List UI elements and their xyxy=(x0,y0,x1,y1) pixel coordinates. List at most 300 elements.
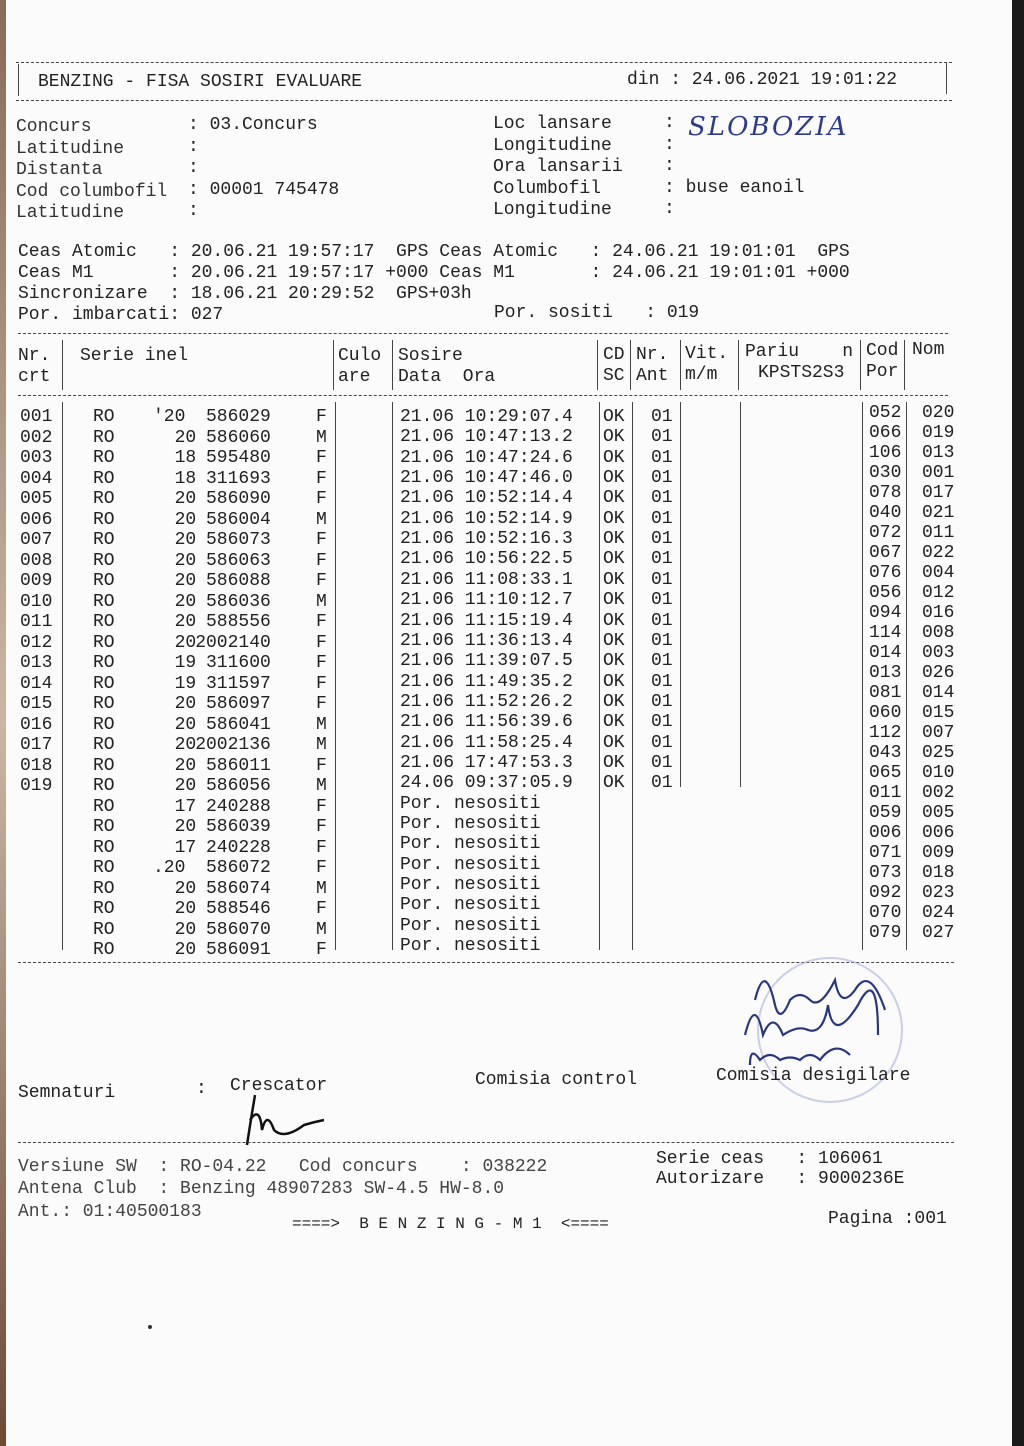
cod-por: 106 xyxy=(869,443,902,463)
cd-sc: OK xyxy=(603,752,625,773)
sex: M xyxy=(316,509,327,530)
sex: F xyxy=(316,673,327,694)
header-sc: SC xyxy=(603,366,625,386)
clock-line: Ceas M1 : 20.06.21 19:57:17 +000 Ceas M1 : 24.06.21 19:01:01 +000 xyxy=(18,263,850,283)
info-label: Concurs xyxy=(16,117,92,137)
sex: F xyxy=(316,407,327,427)
ring-country: RO xyxy=(93,448,115,468)
sex: M xyxy=(316,878,327,899)
column-divider xyxy=(740,402,741,787)
clock-line: Sincronizare : 18.06.21 20:29:52 GPS+03h xyxy=(18,284,472,304)
cod-por: 056 xyxy=(869,583,902,603)
row-nr: 015 xyxy=(20,694,53,714)
ring-country: RO xyxy=(93,489,115,509)
cd-sc: OK xyxy=(603,447,625,468)
info-label: Loc lansare xyxy=(493,114,612,134)
ring-number: 586090 xyxy=(206,489,271,509)
ring-country: RO xyxy=(93,714,115,735)
scan-edge-right xyxy=(1012,0,1024,1446)
ring-year: 20 xyxy=(174,591,197,612)
loc-lansare-handwritten: SLOBOZIA xyxy=(688,112,849,142)
column-divider xyxy=(860,340,861,390)
ring-year: 20 xyxy=(174,612,197,632)
antenna-nr: 01 xyxy=(651,671,673,692)
cd-sc: OK xyxy=(603,773,625,794)
arrival-time: Por. nesositi xyxy=(400,814,541,834)
nom: 005 xyxy=(922,803,955,823)
column-divider xyxy=(597,340,598,390)
arrival-time: Por. nesositi xyxy=(400,936,541,957)
row-nr: 012 xyxy=(20,632,53,653)
cod-por: 112 xyxy=(869,723,902,743)
ring-number: 586072 xyxy=(206,858,271,878)
ring-country: RO xyxy=(93,632,115,653)
ring-country: RO xyxy=(93,940,115,960)
row-nr: 010 xyxy=(20,591,53,612)
column-divider xyxy=(632,402,633,950)
semnaturi-colon: : xyxy=(196,1079,207,1099)
ring-number: 586060 xyxy=(206,427,271,448)
crescator-signature-icon xyxy=(235,1090,335,1150)
cod-por: 114 xyxy=(869,623,902,643)
arrival-time: 21.06 10:56:22.5 xyxy=(400,549,573,570)
nom: 003 xyxy=(922,643,955,663)
ring-country: RO xyxy=(93,509,115,530)
ring-number: 586063 xyxy=(206,550,271,571)
sex: F xyxy=(316,448,327,468)
ring-country: RO xyxy=(93,468,115,489)
info-label: Longitudine xyxy=(493,135,612,156)
ring-number: 2002136 xyxy=(195,735,271,755)
arrival-time: Por. nesositi xyxy=(400,793,541,814)
row-nr: 003 xyxy=(20,448,53,468)
header-kpsts: KPSTS2S3 xyxy=(758,363,845,383)
ring-number: 586074 xyxy=(206,878,271,899)
cod-por: 030 xyxy=(869,463,902,483)
ring-country: RO xyxy=(93,673,115,694)
divider xyxy=(18,64,19,96)
divider xyxy=(16,62,952,63)
cd-sc: OK xyxy=(603,712,625,733)
ring-year: 20 xyxy=(174,489,197,509)
nom: 025 xyxy=(922,743,955,763)
nom: 016 xyxy=(922,603,955,623)
divider xyxy=(18,333,948,334)
cod-por: 081 xyxy=(869,683,902,703)
cd-sc: OK xyxy=(603,508,625,529)
header-nr-ant: Nr. xyxy=(636,345,669,365)
versiune-sw: Versiune SW : RO-04.22 Cod concurs : 038222 xyxy=(18,1157,548,1177)
row-nr: 005 xyxy=(20,489,53,509)
header-vit: Vit. xyxy=(685,344,729,364)
cod-por: 092 xyxy=(869,883,902,903)
antenna-nr: 01 xyxy=(651,610,673,631)
ring-year: 19 xyxy=(174,653,197,673)
ring-number: 588556 xyxy=(206,612,271,632)
cod-por: 073 xyxy=(869,863,902,883)
ring-year: 20 xyxy=(174,776,197,796)
cod-por: 052 xyxy=(869,403,902,423)
info-label: Longitudine xyxy=(493,200,612,220)
nom: 018 xyxy=(922,863,955,883)
header-data-ora: Data Ora xyxy=(398,367,496,387)
column-divider xyxy=(904,340,905,390)
header-cd: CD xyxy=(603,345,625,365)
arrival-time: 21.06 10:47:13.2 xyxy=(400,427,573,448)
ring-year: '20 xyxy=(153,407,186,427)
header-mm: m/m xyxy=(685,365,718,385)
ring-country: RO xyxy=(93,776,115,796)
ring-number: 586056 xyxy=(206,776,271,796)
nom: 021 xyxy=(922,503,955,523)
column-divider xyxy=(392,402,393,950)
column-divider xyxy=(630,340,631,390)
row-nr: 001 xyxy=(20,407,53,427)
ring-year: 20 xyxy=(174,694,197,714)
cd-sc: OK xyxy=(603,610,625,631)
nom: 014 xyxy=(922,683,955,703)
arrival-time: Por. nesositi xyxy=(400,875,541,896)
cd-sc: OK xyxy=(603,630,625,651)
cod-por: 079 xyxy=(869,923,902,943)
ring-number: 586041 xyxy=(206,714,271,735)
header-culoare: Culo xyxy=(338,346,382,366)
header-por: Por xyxy=(866,362,899,382)
arrival-time: 21.06 11:39:07.5 xyxy=(400,651,573,672)
header-nom: Nom xyxy=(912,340,945,360)
report-date: din : 24.06.2021 19:01:22 xyxy=(627,70,898,90)
antenna-nr: 01 xyxy=(651,590,673,611)
cod-por: 013 xyxy=(869,663,902,683)
sex: F xyxy=(316,653,327,673)
column-divider xyxy=(680,402,681,787)
nom: 012 xyxy=(922,583,955,603)
ring-year: 20 xyxy=(174,714,197,735)
ring-number: 311693 xyxy=(206,468,271,489)
sex: M xyxy=(316,776,327,796)
ring-year: .20 xyxy=(153,858,186,878)
por-sositi: Por. sositi : 019 xyxy=(494,303,700,323)
nom: 026 xyxy=(922,663,955,683)
column-divider xyxy=(862,402,863,950)
ring-year: 20 xyxy=(174,509,197,530)
ring-year: 17 xyxy=(174,837,197,858)
nom: 010 xyxy=(922,763,955,783)
row-nr: 019 xyxy=(20,776,53,796)
nom: 006 xyxy=(922,823,955,843)
sex: F xyxy=(316,612,327,632)
ring-country: RO xyxy=(93,653,115,673)
arrival-time: 21.06 10:52:14.4 xyxy=(400,488,573,509)
sex: F xyxy=(316,940,327,960)
cd-sc: OK xyxy=(603,691,625,712)
cd-sc: OK xyxy=(603,671,625,692)
ring-year: 20 xyxy=(174,899,197,919)
column-divider xyxy=(62,340,63,390)
ring-year: 20 xyxy=(174,755,197,776)
info-label: Columbofil xyxy=(493,178,602,199)
nom: 013 xyxy=(922,443,955,463)
ring-year: 20 xyxy=(174,530,197,550)
antenna-nr: 01 xyxy=(651,569,673,590)
cd-sc: OK xyxy=(603,651,625,672)
arrival-time: Por. nesositi xyxy=(400,895,541,916)
ring-number: 586088 xyxy=(206,571,271,591)
comisia-desigilare-label: Comisia desigilare xyxy=(716,1066,911,1086)
info-value: : xyxy=(188,201,199,221)
antenna-nr: 01 xyxy=(651,447,673,468)
cod-por: 071 xyxy=(869,843,902,863)
ring-country: RO xyxy=(93,817,115,837)
column-divider xyxy=(738,340,739,390)
nom: 023 xyxy=(922,883,955,903)
cd-sc: OK xyxy=(603,732,625,753)
cod-por: 094 xyxy=(869,603,902,623)
ring-year: 20 xyxy=(174,735,197,755)
cod-por: 011 xyxy=(869,783,902,803)
sex: F xyxy=(316,817,327,837)
ring-year: 20 xyxy=(174,571,197,591)
arrival-time: 24.06 09:37:05.9 xyxy=(400,773,573,794)
ring-number: 586029 xyxy=(206,407,271,427)
ring-number: 586011 xyxy=(206,755,271,776)
sex: F xyxy=(316,468,327,489)
info-value: : 00001 745478 xyxy=(188,179,340,200)
cod-por: 060 xyxy=(869,703,902,723)
row-nr: 009 xyxy=(20,571,53,591)
row-nr: 004 xyxy=(20,468,53,489)
antenna-nr: 01 xyxy=(651,773,673,794)
sex: M xyxy=(316,591,327,612)
ring-country: RO xyxy=(93,858,115,878)
ring-year: 20 xyxy=(174,427,197,448)
cd-sc: OK xyxy=(603,529,625,550)
arrival-time: 21.06 10:29:07.4 xyxy=(400,407,573,427)
antenna-nr: 01 xyxy=(651,630,673,651)
row-nr: 011 xyxy=(20,612,53,632)
ring-number: 586004 xyxy=(206,509,271,530)
ring-country: RO xyxy=(93,427,115,448)
nom: 009 xyxy=(922,843,955,863)
info-label: Latitudine xyxy=(16,138,125,159)
arrival-time: 21.06 10:52:16.3 xyxy=(400,529,573,550)
info-value: : xyxy=(664,134,675,155)
ring-number: 586070 xyxy=(206,919,271,940)
sex: M xyxy=(316,714,327,735)
cod-por: 043 xyxy=(869,743,902,763)
ring-number: 240228 xyxy=(206,837,271,858)
row-nr: 008 xyxy=(20,550,53,571)
nom: 015 xyxy=(922,703,955,723)
ring-country: RO xyxy=(93,796,115,817)
arrival-time: 21.06 11:52:26.2 xyxy=(400,691,573,712)
sex: F xyxy=(316,694,327,714)
ring-year: 20 xyxy=(174,919,197,940)
cd-sc: OK xyxy=(603,590,625,611)
serie-ceas: Serie ceas : 106061 xyxy=(656,1149,883,1169)
nom: 024 xyxy=(922,903,955,923)
cod-por: 065 xyxy=(869,763,902,783)
ring-number: 311597 xyxy=(206,673,271,694)
header-cod: Cod xyxy=(866,341,899,361)
header-pariu: Pariu n xyxy=(745,342,854,362)
cod-por: 066 xyxy=(869,423,902,443)
divider xyxy=(18,1142,954,1143)
cod-por: 076 xyxy=(869,563,902,583)
nom: 019 xyxy=(922,423,955,443)
header-crt: crt xyxy=(18,367,51,387)
info-value: : buse eanoil xyxy=(664,177,805,198)
arrival-time: 21.06 11:36:13.4 xyxy=(400,630,573,651)
cod-por: 014 xyxy=(869,643,902,663)
clock-line: Por. imbarcati: 027 xyxy=(18,305,224,325)
nom: 007 xyxy=(922,723,955,743)
column-divider xyxy=(392,340,393,390)
row-nr: 007 xyxy=(20,530,53,550)
ring-country: RO xyxy=(93,407,115,427)
column-divider xyxy=(906,402,907,950)
ring-country: RO xyxy=(93,612,115,632)
sex: F xyxy=(316,899,327,919)
sex: F xyxy=(316,571,327,591)
row-nr: 014 xyxy=(20,673,53,694)
antenna-nr: 01 xyxy=(651,651,673,672)
info-value: : xyxy=(664,113,675,133)
arrival-time: 21.06 10:52:14.9 xyxy=(400,508,573,529)
arrival-time: 21.06 11:56:39.6 xyxy=(400,712,573,733)
antena-club: Antena Club : Benzing 48907283 SW-4.5 HW-8.0 xyxy=(18,1179,505,1199)
info-value: : xyxy=(188,136,199,157)
arrival-time: Por. nesositi xyxy=(400,915,541,936)
nom: 008 xyxy=(922,623,955,643)
scan-edge-left xyxy=(0,0,6,1446)
sex: F xyxy=(316,755,327,776)
sex: F xyxy=(316,837,327,858)
arrival-time: Por. nesositi xyxy=(400,854,541,875)
info-value: : xyxy=(664,199,675,219)
nom: 004 xyxy=(922,563,955,583)
nom: 020 xyxy=(922,403,955,423)
antenna-nr: 01 xyxy=(651,529,673,550)
info-label: Latitudine xyxy=(16,203,125,223)
nom: 022 xyxy=(922,543,955,563)
info-value: : 03.Concurs xyxy=(188,115,318,135)
divider xyxy=(16,100,952,101)
ring-year: 18 xyxy=(174,468,197,489)
row-nr: 013 xyxy=(20,653,53,673)
antenna-nr: 01 xyxy=(651,549,673,570)
column-divider xyxy=(335,402,336,950)
banner: ====> B E N Z I N G - M 1 <==== xyxy=(292,1215,609,1233)
page-number: Pagina :001 xyxy=(828,1209,947,1229)
divider xyxy=(18,395,948,396)
nom: 011 xyxy=(922,523,955,543)
header-nr: Nr. xyxy=(18,346,51,366)
cod-por: 078 xyxy=(869,483,902,503)
ring-year: 20 xyxy=(174,550,197,571)
ring-country: RO xyxy=(93,694,115,714)
header-serie-inel: Serie inel xyxy=(80,346,189,366)
antenna-nr: 01 xyxy=(651,488,673,509)
antenna-nr: 01 xyxy=(651,691,673,712)
ant-id: Ant.: 01:40500183 xyxy=(18,1202,202,1222)
ring-country: RO xyxy=(93,755,115,776)
column-divider xyxy=(680,340,681,390)
header-sosire: Sosire xyxy=(398,346,463,366)
antenna-nr: 01 xyxy=(651,468,673,489)
semnaturi-label: Semnaturi xyxy=(18,1083,116,1103)
nom: 027 xyxy=(922,923,955,943)
sex: F xyxy=(316,530,327,550)
arrival-time: 21.06 11:58:25.4 xyxy=(400,732,573,753)
cd-sc: OK xyxy=(603,569,625,590)
row-nr: 006 xyxy=(20,509,53,530)
row-nr: 018 xyxy=(20,755,53,776)
ring-number: 586039 xyxy=(206,817,271,837)
cd-sc: OK xyxy=(603,488,625,509)
crescator-label: Crescator xyxy=(230,1076,328,1096)
header-culoare-2: are xyxy=(338,367,371,387)
antenna-nr: 01 xyxy=(651,508,673,529)
ring-year: 20 xyxy=(174,940,197,960)
ring-year: 19 xyxy=(174,673,197,694)
header-ant: Ant xyxy=(636,366,669,386)
sex: M xyxy=(316,427,327,448)
antenna-nr: 01 xyxy=(651,407,673,427)
cod-por: 006 xyxy=(869,823,902,843)
cd-sc: OK xyxy=(603,427,625,448)
ring-year: 20 xyxy=(174,817,197,837)
sex: F xyxy=(316,550,327,571)
ring-number: 240288 xyxy=(206,796,271,817)
arrival-time: 21.06 11:08:33.1 xyxy=(400,569,573,590)
ring-country: RO xyxy=(93,878,115,899)
ring-country: RO xyxy=(93,591,115,612)
sex: M xyxy=(316,919,327,940)
ring-country: RO xyxy=(93,550,115,571)
row-nr: 017 xyxy=(20,735,53,755)
info-label: Distanta xyxy=(16,160,103,180)
ring-number: 586097 xyxy=(206,694,271,714)
ring-number: 595480 xyxy=(206,448,271,468)
comisia-control-label: Comisia control xyxy=(475,1070,638,1090)
ring-year: 18 xyxy=(174,448,197,468)
cd-sc: OK xyxy=(603,549,625,570)
nom: 017 xyxy=(922,483,955,503)
ring-number: 586036 xyxy=(206,591,271,612)
arrival-time: Por. nesositi xyxy=(400,834,541,855)
ring-country: RO xyxy=(93,899,115,919)
sex: F xyxy=(316,858,327,878)
antenna-nr: 01 xyxy=(651,732,673,753)
ring-country: RO xyxy=(93,735,115,755)
row-nr: 016 xyxy=(20,714,53,735)
cod-por: 067 xyxy=(869,543,902,563)
ring-country: RO xyxy=(93,530,115,550)
info-label: Cod columbofil xyxy=(16,181,168,202)
row-nr: 002 xyxy=(20,427,53,448)
column-divider xyxy=(599,402,600,950)
nom: 002 xyxy=(922,783,955,803)
ring-number: 311600 xyxy=(206,653,271,673)
arrival-time: 21.06 11:10:12.7 xyxy=(400,590,573,611)
info-value: : xyxy=(188,158,199,178)
antenna-nr: 01 xyxy=(651,712,673,733)
ring-country: RO xyxy=(93,919,115,940)
antenna-nr: 01 xyxy=(651,427,673,448)
ring-number: 2002140 xyxy=(195,632,271,653)
report-title: BENZING - FISA SOSIRI EVALUARE xyxy=(38,72,363,92)
